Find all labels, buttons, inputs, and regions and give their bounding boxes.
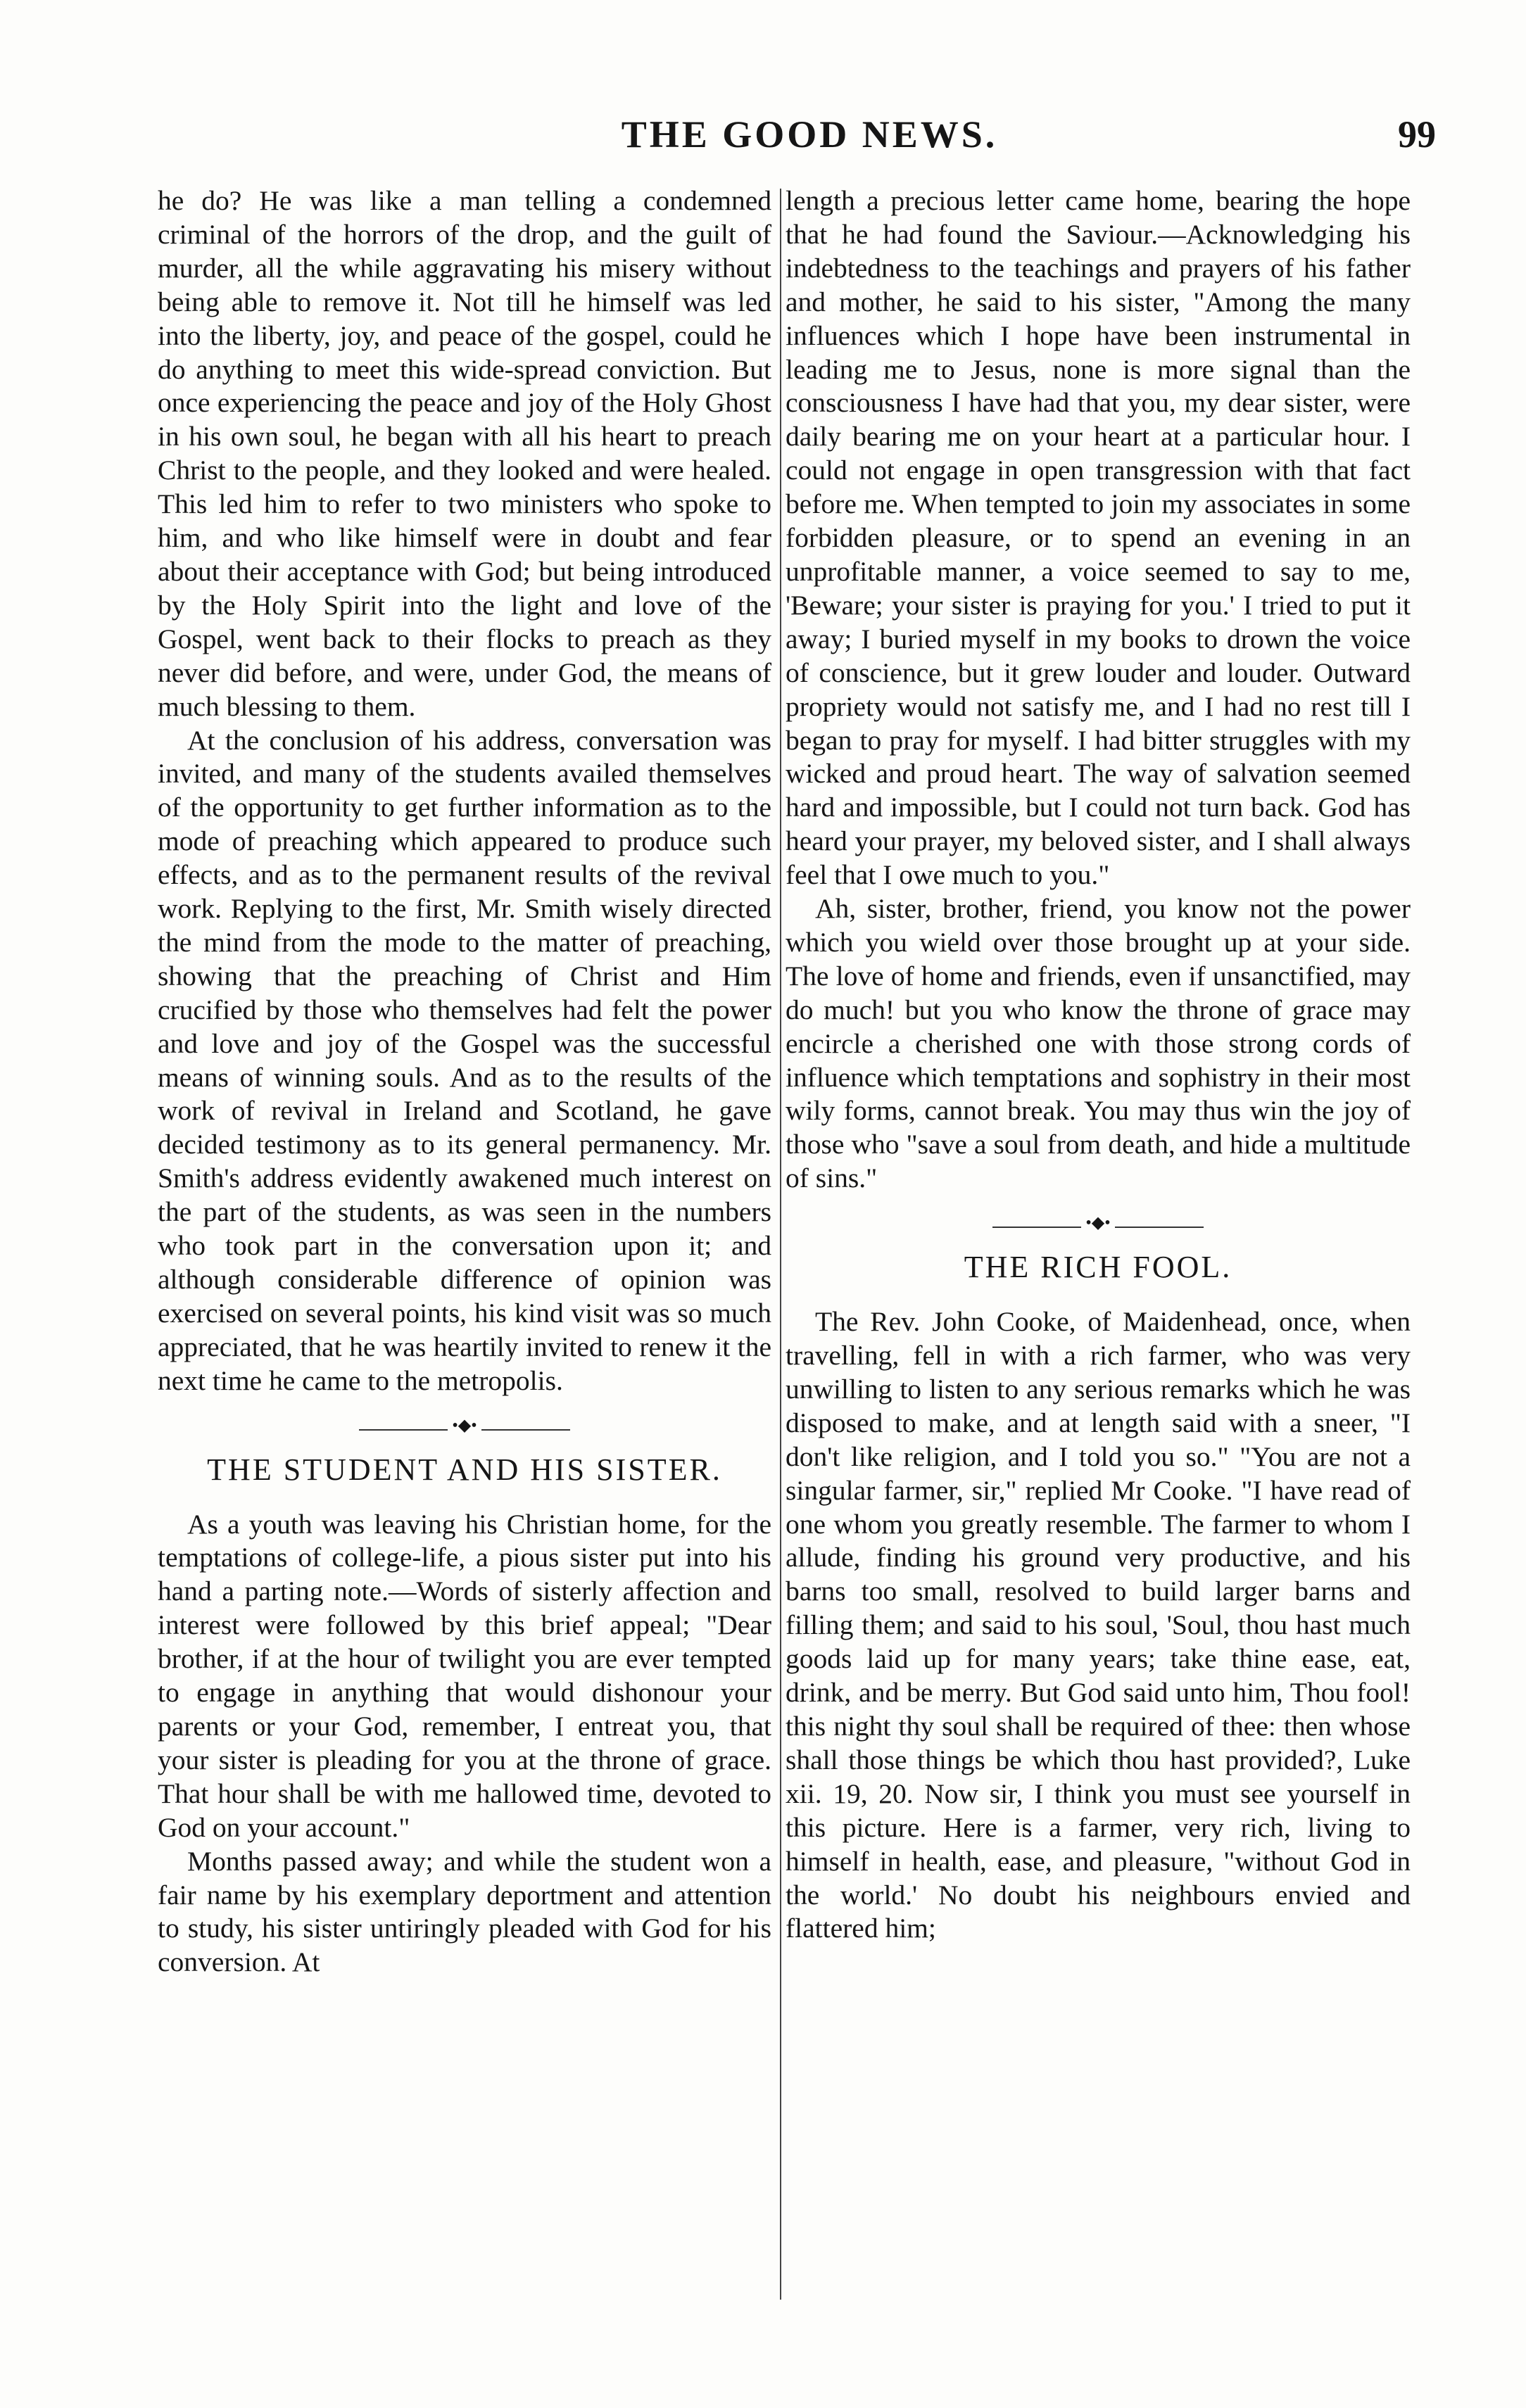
left-paragraph-1: he do? He was like a man telling a condemned criminal of the horrors of the drop, and the guilt of murder, all the while aggravating his misery without being able to remove it. Not till he himself was led into the liberty, joy, and peace of the gospel, could he do anything to meet this wide-spread conviction. But once experiencing the peace and joy of the Holy Ghost in his own soul, he began with all his heart to preach Christ to the people, and they looked and were healed. This led him to refer to two ministers who spoke to him, and who like himself were in doubt and fear about their acceptance with God; but being introduced by the Holy Spirit into the light and love of the Gospel, went back to their flocks to preach as they never did before, and were, under God, the means of much blessing to them.: [158, 185, 771, 722]
left-column: [158, 184, 771, 1979]
right-column: [786, 184, 1411, 1946]
section-divider-ornament: [992, 1214, 1204, 1233]
right-paragraph-3: The Rev. John Cooke, of Maidenhead, once, when travelling, fell in with a rich farmer, who was very unwilling to listen to any serious remarks which he was disposed to make, and at length said with a sneer, "I don't like religion, and I told you so." "You are not a singular farmer, sir," replied Mr Cooke. "I have read of one whom you greatly resemble. The farmer to whom I allude, finding his ground very productive, and his barns too small, resolved to build larger barns and filling them; and said to his soul, 'Soul, thou hast much goods laid up for many years; take thine ease, eat, drink, and be merry. But God said unto him, Thou fool! this night thy soul shall be required of thee: then whose shall those things be which thou hast provided?, Luke xii. 19, 20. Now sir, I think you must see yourself in this picture. Here is a farmer, very rich, living to himself in health, ease, and pleasure, "without God in the world.' No doubt his neighbours envied and flattered him;: [786, 1306, 1411, 1944]
section-heading-rich-fool: THE RICH FOOL.: [964, 1250, 1232, 1285]
left-paragraph-2: At the conclusion of his address, conversation was invited, and many of the students availed themselves of the opportunity to get further information as to the mode of preaching which appeared to produce such effects, and as to the permanent results of the revival work. Replying to the first, Mr. Smith wisely directed the mind from the mode to the matter of preaching, showing that the preaching of Christ and Him crucified by those who themselves had felt the power and love and joy of the Gospel was the successful means of winning souls. And as to the results of the work of revival in Ireland and Scotland, he gave decided testimony as to its general permanency. Mr. Smith's address evidently awakened much interest on the part of the students, as was seen in the numbers who took part in the conversation upon it; and although considerable difference of opinion was exercised on several points, his kind visit was so much appreciated, that he was heartily invited to renew it the next time he came to the metropolis.: [158, 724, 771, 1396]
section-divider-ornament: [359, 1416, 570, 1435]
running-head: [155, 113, 1436, 169]
left-paragraph-3: As a youth was leaving his Christian home, for the temptations of college-life, a pious sister put into his hand a parting note.—Words of sisterly affection and interest were followed by this brief appeal; "Dear brother, if at the hour of twilight you are ever tempted to engage in anything that would dishonour your parents or your God, remember, I entreat you, that your sister is pleading for you at the throne of grace. That hour shall be with me hallowed time, devoted to God on your account.": [158, 1508, 771, 1843]
section-heading-student-and-sister: THE STUDENT AND HIS SISTER.: [207, 1452, 722, 1487]
page-number: 99: [1398, 113, 1436, 156]
page-title: THE GOOD NEWS.: [621, 113, 998, 156]
right-paragraph-2: Ah, sister, brother, friend, you know not the power which you wield over those brought up at your side. The love of home and friends, even if unsanctified, may do much! but you who know the throne of grace may encircle a cherished one with those strong cords of influence which temptations and sophistry in their most wily forms, cannot break. You may thus win the joy of those who "save a soul from death, and hide a multitude of sins.": [786, 893, 1411, 1194]
divider-ornament-glyph: •◆•: [448, 1417, 481, 1435]
column-divider: [780, 189, 781, 2300]
left-paragraph-4: Months passed away; and while the student won a fair name by his exemplary deportment and attention to study, his sister untiringly pleaded with God for his conversion. At: [158, 1845, 771, 1978]
divider-ornament-glyph: •◆•: [1081, 1214, 1114, 1232]
right-paragraph-1: length a precious letter came home, bearing the hope that he had found the Saviour.—Acknowledging his indebtedness to the teachings and prayers of his father and mother, he said to his sister, "Among the many influences which I hope have been instrumental in leading me to Jesus, none is more signal than the consciousness I have had that you, my dear sister, were daily bearing me on your heart at a particular hour. I could not engage in open transgression with that fact before me. When tempted to join my associates in some forbidden pleasure, or to spend an evening in an unprofitable manner, a voice seemed to say to me, 'Beware; your sister is praying for you.' I tried to put it away; I buried myself in my books to drown the voice of conscience, but it grew louder and louder. Outward propriety would not satisfy me, and I had no rest till I began to pray for myself. I had bitter struggles with my wicked and proud heart. The way of salvation seemed hard and impossible, but I could not turn back. God has heard your prayer, my beloved sister, and I shall always feel that I owe much to you.": [786, 185, 1411, 891]
